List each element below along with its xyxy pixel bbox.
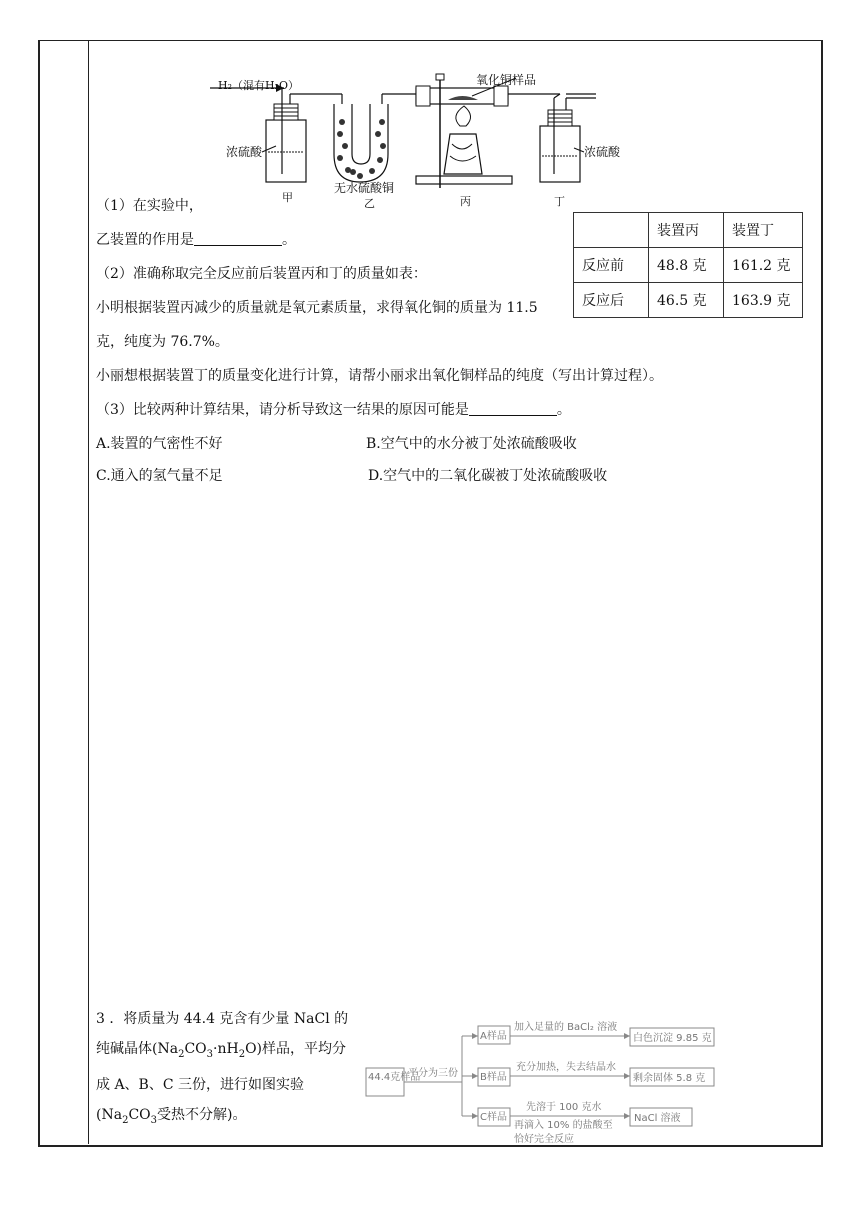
- h2-label: H₂（混有H₂O）: [218, 79, 300, 92]
- flow-step-c3: 恰好完全反应: [514, 1134, 574, 1145]
- flow-split-label: 平分为三份: [408, 1068, 458, 1079]
- problem-3-part: 3 ．将质量为 44.4 克含有少量 NaCl 的纯碱晶体(Na: [96, 1011, 349, 1057]
- problem-3-part: O)样品，平均分成 A、B、C 三份，进行如图实验(Na: [96, 1041, 347, 1123]
- problem-3-part: CO: [128, 1106, 151, 1123]
- q3-question: [96, 400, 571, 420]
- flow-step-b: 充分加热，失去结晶水: [516, 1062, 616, 1073]
- q2-xiaoming-1: 小明根据装置丙减少的质量就是氧元素质量，求得氧化铜的质量为 11.5: [96, 300, 538, 316]
- table-header-cell: 装置丙: [649, 213, 724, 248]
- problem-3-part: CO: [184, 1041, 207, 1057]
- table-cell: 48.8 克: [649, 248, 724, 283]
- label-jia: 甲: [282, 191, 293, 204]
- option-d: D.空气中的二氧化碳被丁处浓硫酸吸收: [368, 468, 608, 484]
- problem-3-text: [96, 1004, 358, 1136]
- experiment-flowchart: [362, 1012, 722, 1148]
- table-row: [574, 283, 803, 318]
- subscript: 3: [150, 1114, 158, 1126]
- problem-3-part: ·nH: [213, 1041, 239, 1057]
- flow-sample-label: 44.4克样品: [368, 1072, 421, 1083]
- flow-b-label: B样品: [480, 1072, 507, 1083]
- table-cell: 反应后: [574, 283, 649, 318]
- q3-suffix: 。: [556, 402, 571, 418]
- conc-acid-left-label: 浓硫酸: [226, 145, 263, 159]
- q1-line2: [96, 230, 296, 250]
- flow-a-label: A样品: [480, 1031, 507, 1042]
- table-header-cell: 装置丁: [724, 213, 803, 248]
- label-yi: 乙: [364, 197, 375, 210]
- option-c: C.通入的氢气量不足: [96, 468, 223, 484]
- table-header-row: [574, 213, 803, 248]
- label-ding: 丁: [554, 195, 565, 208]
- cuso4-label: 无水硫酸铜: [334, 181, 395, 195]
- table-row: [574, 248, 803, 283]
- subscript: 3: [206, 1048, 214, 1060]
- subscript: 2: [238, 1048, 246, 1060]
- table-cell: 46.5 克: [649, 283, 724, 318]
- table-header-cell: [574, 213, 649, 248]
- flow-step-c1: 先溶于 100 克水: [526, 1102, 602, 1113]
- q1-line2-suffix: 。: [282, 232, 296, 248]
- table-cell: 163.9 克: [724, 283, 803, 318]
- flow-step-a: 加入足量的 BaCl₂ 溶液: [514, 1022, 618, 1033]
- q2-xiaoming-2: 克，纯度为 76.7%。: [96, 334, 229, 350]
- conc-acid-right-label: 浓硫酸: [584, 145, 621, 159]
- q2-xiaoli: 小丽想根据装置丁的质量变化进行计算，请帮小丽求出氧化铜样品的纯度（写出计算过程）。: [96, 368, 663, 384]
- flow-result-a: 白色沉淀 9.85 克: [633, 1033, 712, 1044]
- q2-intro: （2）准确称取完全反应前后装置丙和丁的质量如表：: [96, 266, 427, 282]
- q3-answer-blank[interactable]: [469, 401, 557, 416]
- flow-result-b: 剩余固体 5.8 克: [633, 1073, 706, 1084]
- cuo-label: 氧化铜样品: [476, 73, 537, 87]
- q3-prefix: （3）比较两种计算结果，请分析导致这一结果的原因可能是: [96, 402, 469, 418]
- flow-result-c: NaCl 溶液: [634, 1113, 681, 1124]
- table-cell: 反应前: [574, 248, 649, 283]
- flow-step-c2: 再滴入 10% 的盐酸至: [514, 1120, 613, 1131]
- label-bing: 丙: [460, 195, 471, 208]
- option-b: B.空气中的水分被丁处浓硫酸吸收: [366, 436, 577, 452]
- flow-c-label: C样品: [480, 1112, 507, 1123]
- subscript: 2: [122, 1114, 129, 1126]
- mass-table: [573, 212, 803, 318]
- q1-answer-blank[interactable]: [194, 231, 282, 246]
- option-a: A.装置的气密性不好: [96, 436, 223, 452]
- subscript: 2: [178, 1048, 185, 1060]
- problem-3-part: 受热不分解)。: [157, 1106, 247, 1123]
- q1-line1: （1）在实验中，: [96, 198, 203, 214]
- column-divider: [88, 40, 89, 1144]
- q1-line2-prefix: 乙装置的作用是: [96, 232, 194, 248]
- table-cell: 161.2 克: [724, 248, 803, 283]
